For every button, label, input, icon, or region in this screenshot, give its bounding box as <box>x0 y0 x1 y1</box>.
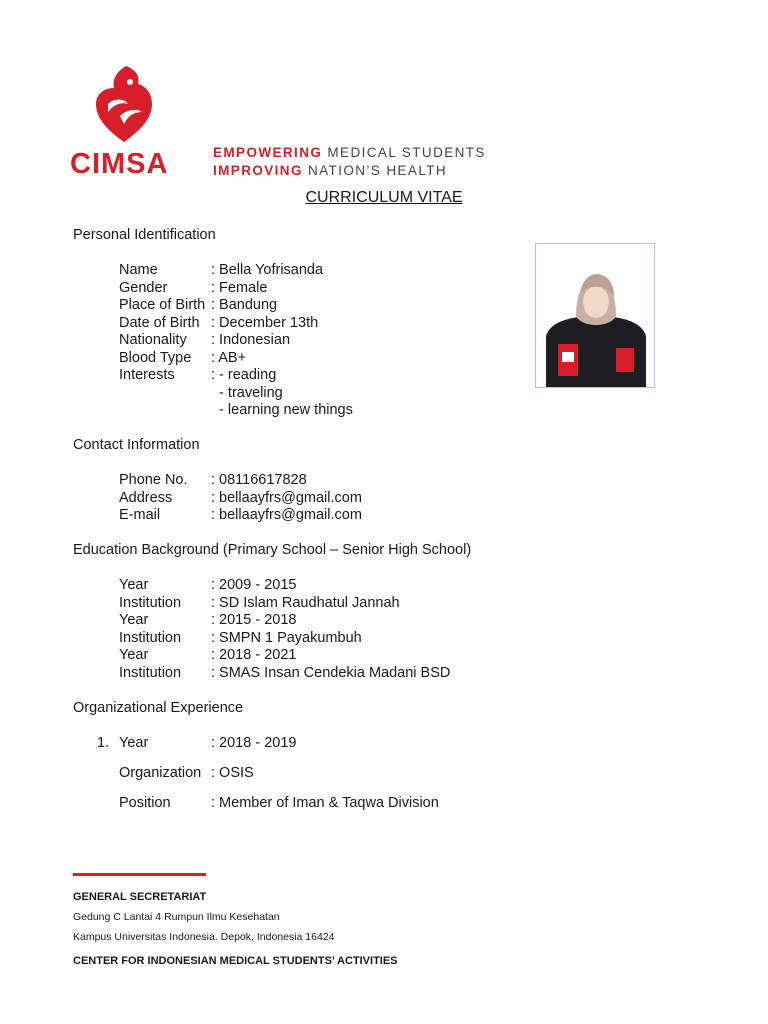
field-value: : 2009 - 2015 <box>211 577 297 593</box>
field-label: Gender <box>119 279 168 296</box>
tagline-line-2-strong: IMPROVING <box>213 163 303 178</box>
field-value: : Bella Yofrisanda <box>211 262 324 278</box>
footer-organization: CENTER FOR INDONESIAN MEDICAL STUDENTS’ ACTIVITIES <box>73 955 398 967</box>
field-label: Year <box>119 647 149 663</box>
field-value: : SD Islam Raudhatul Jannah <box>211 594 400 611</box>
field-value: : bellaayfrs@gmail.com <box>211 489 362 506</box>
footer-address-line-1: Gedung C Lantai 4 Rumpun Ilmu Kesehatan <box>73 911 280 923</box>
field-label: Nationality <box>119 332 187 348</box>
footer-address-line-2: Kampus Universitas Indonesia. Depok, Indonesia 16424 <box>73 931 335 943</box>
field-value: : bellaayfrs@gmail.com <box>211 507 362 523</box>
footer-divider <box>73 873 206 876</box>
section-education-heading: Education Background (Primary School – Senior High School) <box>73 542 472 558</box>
cimsa-logo <box>70 64 182 180</box>
field-label: Interests <box>119 367 175 383</box>
section-personal-heading: Personal Identification <box>73 227 216 243</box>
logo-wordmark: CIMSA <box>70 148 169 180</box>
field-value: : 2018 - 2021 <box>211 647 297 663</box>
section-contact-heading: Contact Information <box>73 437 200 453</box>
field-value: : SMAS Insan Cendekia Madani BSD <box>211 664 451 681</box>
tagline <box>213 144 486 180</box>
field-value: : 2018 - 2019 <box>211 735 297 751</box>
field-value: : AB+ <box>211 349 247 366</box>
field-label: Institution <box>119 594 182 611</box>
field-label: Institution <box>119 629 182 646</box>
field-label: Address <box>119 489 173 506</box>
field-label: Year <box>119 735 149 751</box>
field-value: : Bandung <box>211 297 278 313</box>
list-number: 1. <box>97 735 110 751</box>
field-label: Year <box>119 577 149 593</box>
field-label: Institution <box>119 664 182 681</box>
tagline-line-2-rest: NATION’S HEALTH <box>302 163 448 178</box>
footer-title: GENERAL SECRETARIAT <box>73 891 207 903</box>
field-value: : Female <box>211 279 268 296</box>
tagline-line-2 <box>213 162 486 180</box>
field-value: : Member of Iman & Taqwa Division <box>211 795 439 811</box>
field-value: : SMPN 1 Payakumbuh <box>211 629 362 646</box>
field-value: - traveling <box>211 384 283 401</box>
field-label: E-mail <box>119 507 161 523</box>
field-label: Organization <box>119 765 202 781</box>
field-label: Date of Birth <box>119 314 200 331</box>
profile-photo <box>535 243 655 388</box>
tagline-line-1-rest: MEDICAL STUDENTS <box>322 145 486 160</box>
field-value: : 08116617828 <box>211 472 307 488</box>
field-value: : December 13th <box>211 314 319 331</box>
field-label: Name <box>119 262 158 278</box>
tagline-line-1-strong: EMPOWERING <box>213 145 323 160</box>
field-value: : 2015 - 2018 <box>211 612 297 628</box>
person-photo-icon <box>536 244 655 388</box>
field-label: Position <box>119 795 171 811</box>
field-label: Phone No. <box>119 472 188 488</box>
tagline-line-1 <box>213 144 486 162</box>
field-label: Blood Type <box>119 349 192 366</box>
field-value: : - reading <box>211 367 277 383</box>
field-value: : OSIS <box>211 765 254 781</box>
field-label: Place of Birth <box>119 297 206 313</box>
field-value: - learning new things <box>211 402 353 418</box>
field-value: : Indonesian <box>211 332 291 348</box>
section-organizational-heading: Organizational Experience <box>73 700 244 716</box>
phoenix-logo-icon <box>92 64 156 144</box>
field-label: Year <box>119 612 149 628</box>
document-title: CURRICULUM VITAE <box>305 189 463 206</box>
